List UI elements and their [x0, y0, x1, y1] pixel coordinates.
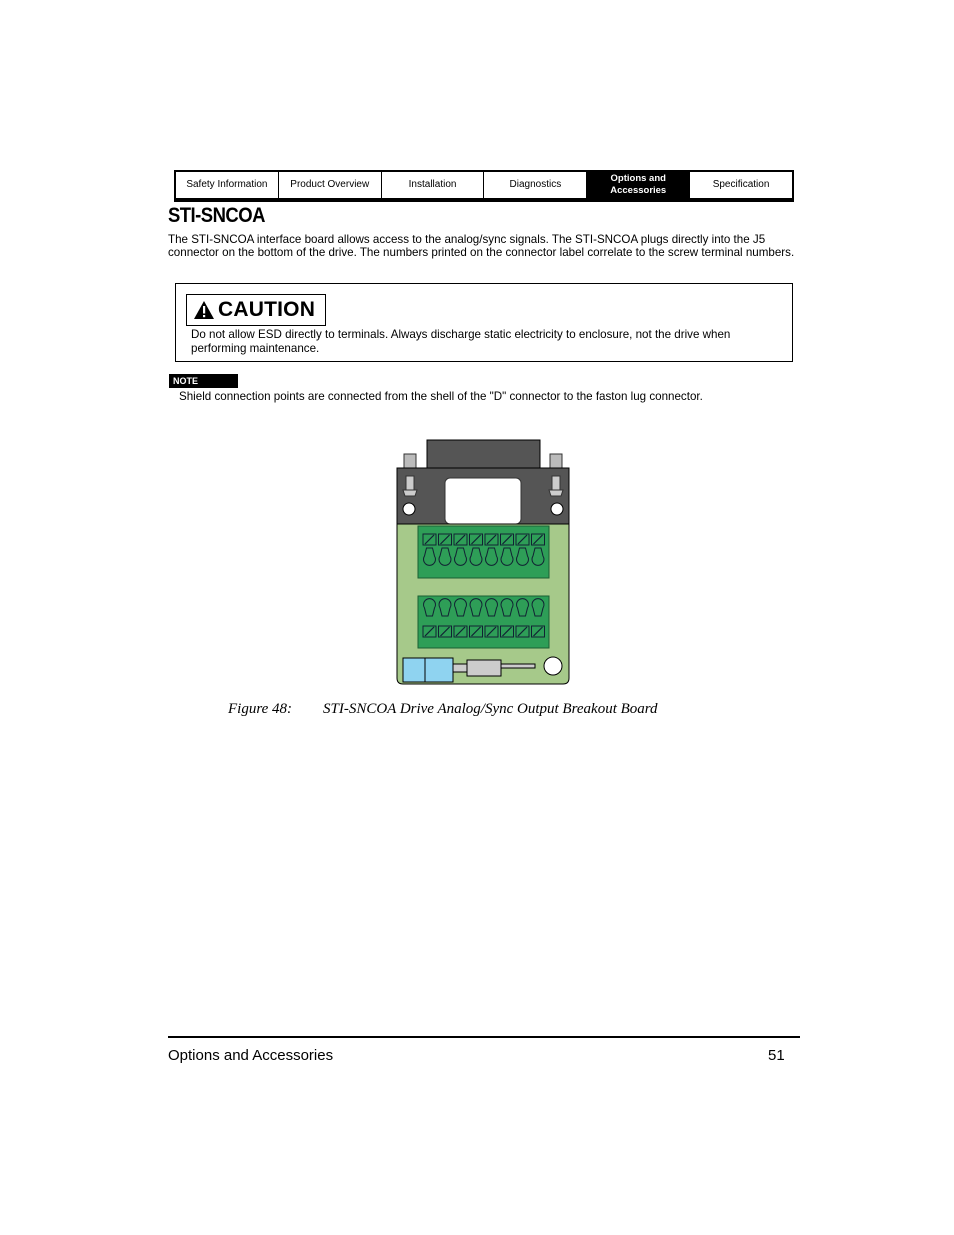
- warning-icon: [193, 300, 215, 320]
- faston-lug: [403, 658, 453, 682]
- lug-pin: [501, 664, 535, 668]
- section-title: STI-SNCOA: [168, 204, 265, 227]
- clip-right: [549, 490, 563, 496]
- chapter-tab-bar: [174, 170, 794, 200]
- caution-box: [175, 283, 793, 362]
- tab-diagnostics[interactable]: Diagnostics: [484, 172, 587, 198]
- footer-section: Options and Accessories: [168, 1047, 334, 1064]
- figure-number: Figure 48:: [228, 701, 293, 717]
- jack-post-left: [404, 454, 416, 468]
- tab-bar-rule: [174, 200, 794, 202]
- lug-body: [467, 660, 501, 676]
- connector-window: [445, 478, 521, 524]
- tab-specification[interactable]: Specification: [712, 179, 770, 190]
- lug-tab: [453, 664, 467, 672]
- mount-hole-bottom: [544, 657, 562, 675]
- figure-caption-text: STI-SNCOA Drive Analog/Sync Output Breakout Board: [323, 701, 658, 717]
- clip-left: [403, 490, 417, 496]
- mount-hole-left: [403, 503, 415, 515]
- tab-product-overview[interactable]: Product Overview: [279, 172, 382, 198]
- terminal-block-lower: [418, 596, 549, 648]
- caution-label: CAUTION: [218, 298, 316, 321]
- d-connector-shell: [427, 440, 540, 470]
- footer-rule: [168, 1036, 800, 1038]
- breakout-board-illustration: [395, 438, 573, 686]
- mount-hole-right: [551, 503, 563, 515]
- page-number: 51: [768, 1047, 785, 1064]
- note-badge: NOTE: [169, 374, 238, 388]
- tab-safety-information[interactable]: Safety Information: [176, 172, 279, 198]
- tab-installation[interactable]: Installation: [382, 172, 485, 198]
- note-text: Shield connection points are connected from the shell of the "D" connector to the faston lug connector.: [179, 390, 703, 403]
- tab-options-and-accessories[interactable]: Options and Accessories: [587, 172, 690, 198]
- section-body: The STI-SNCOA interface board allows access to the analog/sync signals. The STI-SNCOA plugs directly into the J5 connector on the bottom of the drive. The numbers printed on the connector label correlate to the screw terminal numbers.: [168, 233, 795, 259]
- figure-caption: [228, 701, 658, 718]
- caution-badge: [186, 294, 326, 326]
- caution-text: Do not allow ESD directly to terminals. Always discharge static electricity to enclosure, not the drive when performing maintenance.: [191, 328, 731, 355]
- jack-post-right: [550, 454, 562, 468]
